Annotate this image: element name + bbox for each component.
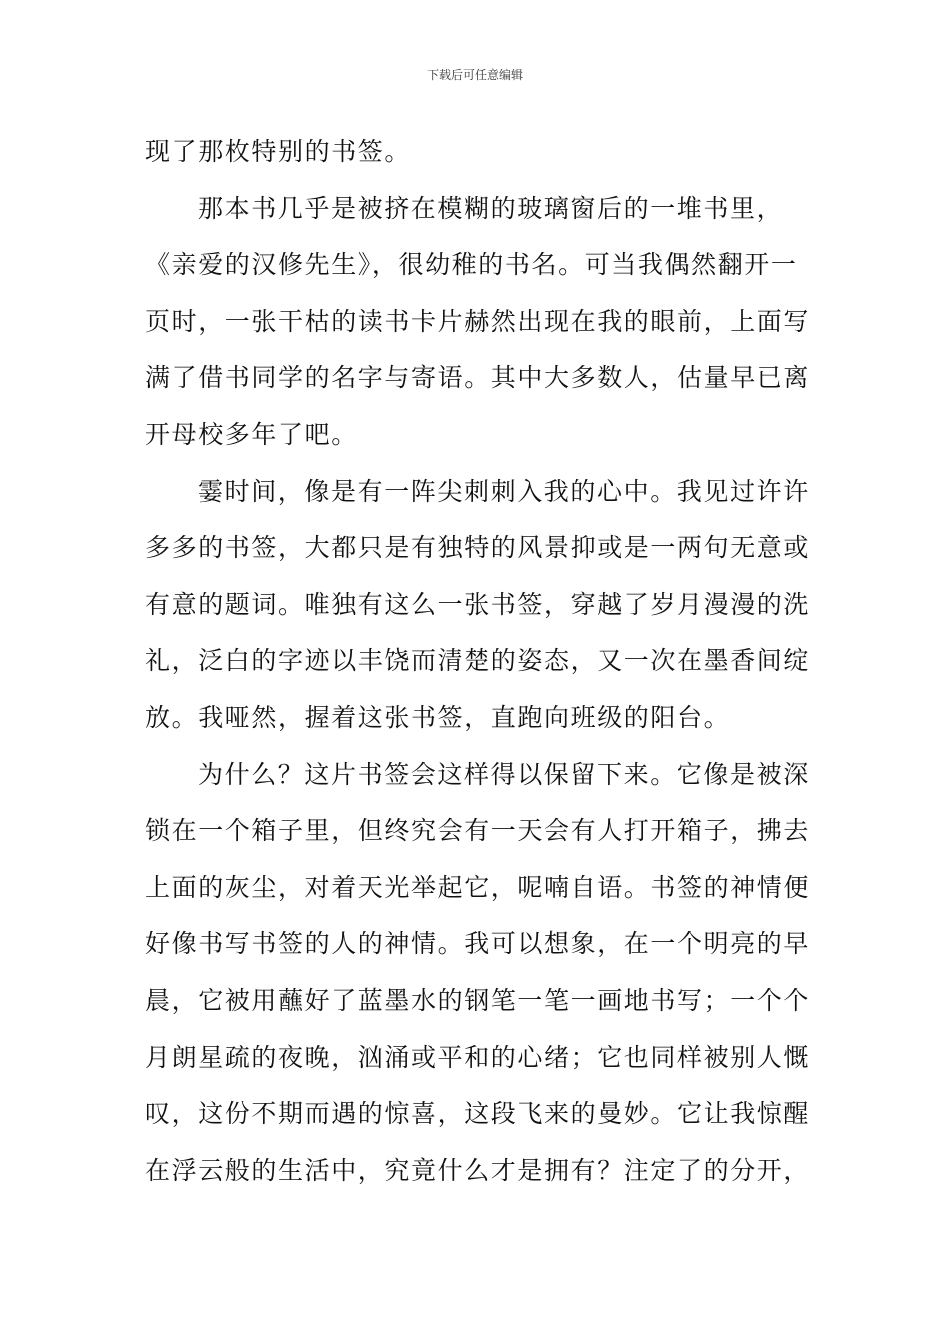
text-line-6: 开母校多年了吧。 — [145, 419, 358, 449]
text-line-4: 页时，一张干枯的读书卡片赫然出现在我的眼前，上面写 — [145, 306, 811, 336]
text-line-10: 礼，泛白的字迹以丰饶而清楚的姿态，又一次在墨香间绽 — [145, 646, 811, 676]
text-line-17: 月朗星疏的夜晚，汹涌或平和的心绪；它也同样被别人慨 — [145, 1042, 811, 1072]
text-line-9: 有意的题词。唯独有这么一张书签，穿越了岁月漫漫的洗 — [145, 589, 811, 619]
text-line-1: 现了那枚特别的书签。 — [145, 137, 412, 166]
text-line-8: 多多的书签，大都只是有独特的风景抑或是一两句无意或 — [145, 533, 811, 563]
text-line-18: 叹，这份不期而遇的惊喜，这段飞来的曼妙。它让我惊醒 — [145, 1099, 811, 1129]
text-line-2: 那本书几乎是被挤在模糊的玻璃窗后的一堆书里， — [198, 193, 784, 223]
text-line-13: 锁在一个箱子里，但终究会有一天会有人打开箱子，拂去 — [145, 816, 811, 846]
text-line-3: 《亲爱的汉修先生》，很幼稚的书名。可当我偶然翻开一 — [145, 250, 798, 280]
text-line-19: 在浮云般的生活中，究竟什么才是拥有？注定了的分开， — [145, 1155, 811, 1185]
text-line-5: 满了借书同学的名字与寄语。其中大多数人，估量早已离 — [145, 363, 811, 393]
document-body — [145, 130, 810, 1205]
text-line-7: 霎时间，像是有一阵尖刺刺入我的心中。我见过许许 — [198, 476, 810, 506]
text-line-14: 上面的灰尘，对着天光举起它，呢喃自语。书签的神情便 — [145, 872, 811, 902]
text-line-12: 为什么？这片书签会这样得以保留下来。它像是被深 — [198, 759, 810, 789]
page-header: 下载后可任意编辑 — [426, 68, 523, 82]
text-line-16: 晨，它被用蘸好了蓝墨水的钢笔一笔一画地书写；一个个 — [145, 985, 811, 1015]
text-line-11: 放。我哑然，握着这张书签，直跑向班级的阳台。 — [145, 702, 731, 732]
text-line-15: 好像书写书签的人的神情。我可以想象，在一个明亮的早 — [145, 929, 811, 959]
